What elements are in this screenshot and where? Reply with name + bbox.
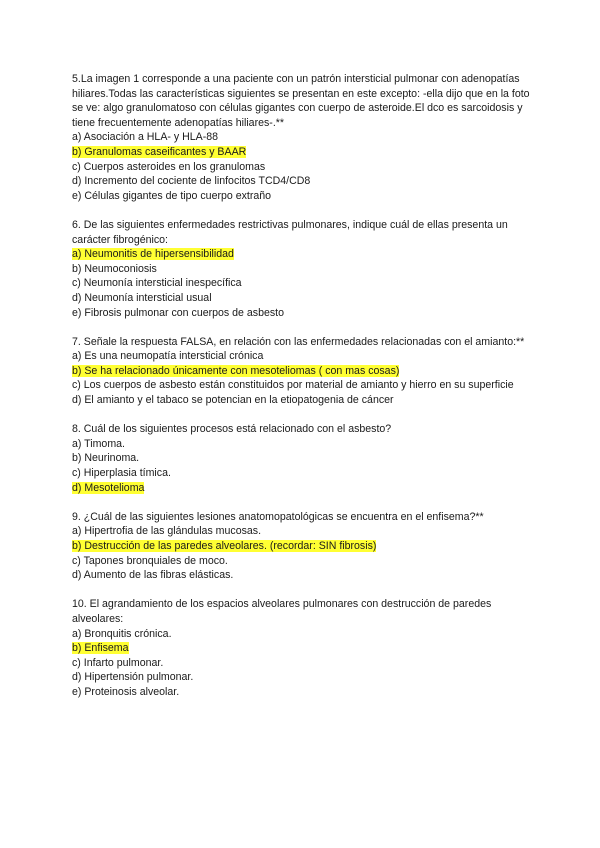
answer-option [72,189,532,204]
answer-option-text: d) Mesotelioma [72,481,145,494]
question-text: 8. Cuál de los siguientes procesos está relacionado con el asbesto? [72,423,392,436]
question-text: 10. El agrandamiento de los espacios alveolares pulmonares con destrucción de paredes alveolares: [72,598,492,625]
answer-option-text: a) Bronquitis crónica. [72,627,172,640]
answer-option [72,524,532,539]
highlighted-answer-option [72,481,532,496]
answer-option-text: b) Enfisema [72,642,129,655]
answer-option [72,656,532,671]
answer-option-text: b) Granulomas caseificantes y BAAR [72,145,247,158]
answer-option [72,627,532,642]
question-block [72,510,532,583]
answer-option-text: c) Neumonía intersticial inespecífica [72,277,242,290]
answer-option-text: a) Hipertrofia de las glándulas mucosas. [72,525,262,538]
question-text: 6. De las siguientes enfermedades restrictivas pulmonares, indique cuál de ellas presenta un carácter fibrogénico: [72,218,508,246]
question-block [72,335,532,408]
answer-option [72,568,532,583]
question-block [72,422,532,495]
answer-option [72,685,532,700]
answer-option-text: d) El amianto y el tabaco se potencian en la etiopatogenia de cáncer [72,394,394,407]
answer-option [72,306,532,321]
answer-option-text: e) Fibrosis pulmonar con cuerpos de asbesto [72,306,284,319]
question-text: 9. ¿Cuál de las siguientes lesiones anatomopatológicas se encuentra en el enfisema?** [72,510,484,523]
highlighted-answer-option [72,247,532,262]
answer-option-text: d) Incremento del cociente de linfocitos TCD4/CD8 [72,175,311,188]
answer-option-text: c) Los cuerpos de asbesto están constituidos por material de amianto y hierro en su superficie [72,379,514,392]
question-block [72,597,532,699]
answer-option-text: b) Destrucción de las paredes alveolares. (recordar: SIN fibrosis) [72,540,377,552]
document-page [72,72,532,714]
answer-option [72,349,532,364]
answer-option [72,554,532,569]
answer-option [72,174,532,189]
answer-option [72,670,532,685]
answer-option-text: d) Aumento de las fibras elásticas. [72,569,234,582]
answer-option-text: a) Timoma. [72,437,125,450]
answer-option [72,378,532,393]
answer-option-text: a) Asociación a HLA- y HLA-88 [72,131,219,144]
highlighted-answer-option [72,539,532,554]
question-text: 5.La imagen 1 corresponde a una paciente con un patrón intersticial pulmonar con adenopatías hiliares.Todas las características siguientes se presentan en este excepto: -ella dijo que en la foto se ve: algo granulomatoso con células gigantes con cuerpo de asteroide.El dco es sarcoidosis y tiene frecuentemente adenopatías hiliares-.** [72,73,530,129]
answer-option-text: b) Neumoconiosis [72,262,157,275]
answer-option-text: d) Hipertensión pulmonar. [72,671,194,684]
answer-option-text: b) Neurinoma. [72,452,140,465]
answer-option-text: c) Hiperplasia tímica. [72,467,171,480]
answer-option [72,160,532,175]
answer-option [72,466,532,481]
question-text: 7. Señale la respuesta FALSA, en relación con las enfermedades relacionadas con el amianto:** [72,335,525,348]
highlighted-answer-option [72,145,532,160]
question-block [72,72,532,203]
answer-option [72,451,532,466]
answer-option-text: a) Neumonitis de hipersensibilidad [72,248,234,261]
question-block [72,218,532,320]
answer-option [72,276,532,291]
answer-option-text: b) Se ha relacionado únicamente con mesoteliomas ( con mas cosas) [72,364,400,377]
answer-option-text: e) Proteinosis alveolar. [72,685,180,698]
highlighted-answer-option [72,364,532,379]
answer-option-text: d) Neumonía intersticial usual [72,291,212,304]
answer-option [72,130,532,145]
answer-option-text: e) Células gigantes de tipo cuerpo extraño [72,189,272,202]
answer-option-text: c) Cuerpos asteroides en los granulomas [72,160,266,173]
answer-option [72,393,532,408]
answer-option [72,437,532,452]
highlighted-answer-option [72,641,532,656]
answer-option [72,262,532,277]
answer-option [72,291,532,306]
answer-option-text: c) Infarto pulmonar. [72,656,164,669]
answer-option-text: a) Es una neumopatía intersticial crónica [72,350,264,363]
answer-option-text: c) Tapones bronquiales de moco. [72,554,228,567]
